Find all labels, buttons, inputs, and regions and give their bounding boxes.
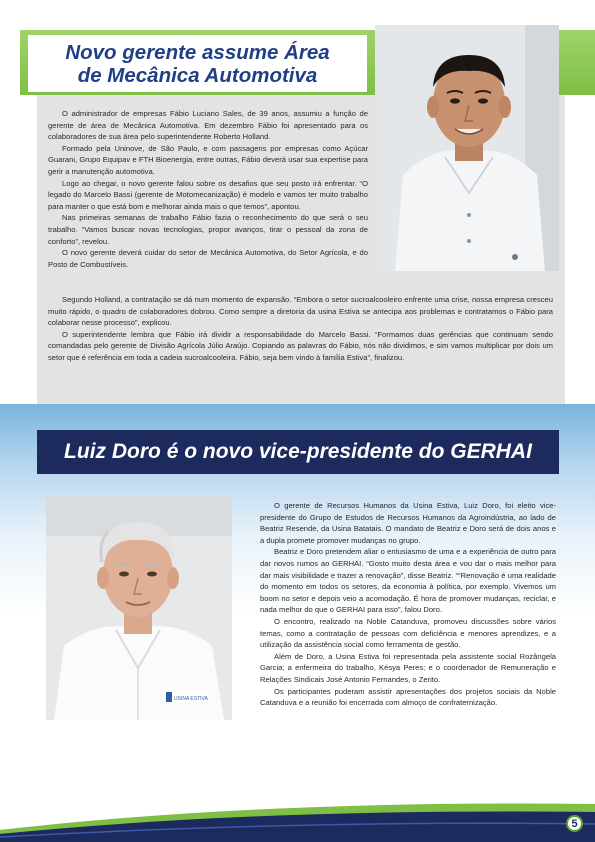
article1-body-narrow — [48, 108, 368, 270]
article2-paragraph: Os participantes puderam assistir apresentações dos projetos sociais da Noble Catanduva e a reunião foi encerrada com almoço de confraternização. — [260, 686, 556, 708]
portrait-doro-illustration — [46, 496, 232, 720]
portrait-photo-luiz-doro — [46, 496, 232, 720]
article1-paragraph: Logo ao chegar, o novo gerente falou sobre os desafios que seu posto irá enfrentar. “O legado do Marcelo Bassi (gerente de Motomecanização) é modelo e vamos ter muito trabalho para manter o que está bom e melhorar ainda mais o que temos”, apontou. — [48, 178, 368, 211]
shirt-logo-text: USINA ESTIVA — [174, 696, 208, 702]
page-number: 5 — [566, 815, 583, 832]
article2-paragraph: Além de Doro, a Usina Estiva foi representada pela assistente social Rozângela Garcia; a enfermeira do trabalho, Késya Peres; e o coordenador de Remuneração e Relações Sindicais José Antonio Fernandes, o Zerito. — [260, 651, 556, 684]
article2-paragraph: Beatriz e Doro pretendem aliar o entusiasmo de uma e a experiência de outro para dar novos rumos ao GERHAI. “Gosto muito desta área e vou dar o mais melhor para dar mais visibilidade e trazer a renovação”, disse Beatriz. ““Renovação é uma realidade do momento em todos os setores, da economia à política, por exemplo. Vivemos um boom no setor e depois veio a acomodação. É hora de promover mudanças, reciclar, e nada melhor do que o GERHAI para isso”, falou Doro. — [260, 547, 556, 615]
article1-title — [28, 35, 367, 92]
article2-paragraph: O encontro, realizado na Noble Catanduva, promoveu discussões sobre vários temas, como a contratação de pessoas com deficiência e menores aprendizes, e a utilização da assistência social como ferramenta de gestão. — [260, 616, 556, 650]
portrait-fabio-illustration — [375, 25, 559, 271]
article2-body — [260, 500, 556, 709]
article2-title: Luiz Doro é o novo vice-presidente do GERHAI — [37, 430, 559, 474]
article1-paragraph: Nas primeiras semanas de trabalho Fábio fazia o reconhecimento do que será o seu trabalho. “Vamos buscar novas tecnologias, propor avanços, tirar o pessoal da zona de conforto”, revelou. — [48, 213, 368, 246]
article1-paragraph: O novo gerente deverá cuidar do setor de Mecânica Automotiva, do Setor Agrícola, e do Posto de Combustíveis. — [48, 248, 368, 269]
article1-paragraph: O administrador de empresas Fábio Luciano Sales, de 39 anos, assumiu a função de gerente de área de Mecânica Automotiva. Em dezembro Fábio foi apresentado para os colaboradores de sua área pelo superintendente Roberto Holland. — [48, 109, 368, 142]
article1-body-full — [48, 294, 553, 364]
article1-title-line1: Novo gerente assume Área — [65, 40, 330, 64]
article1-paragraph: Formado pela Uninove, de São Paulo, e com passagens por empresas como Açúcar Guarani, Grupo Equipav e FTH Bioenergia, entre outras, Fábio deverá usar sua expertise para gerir a manutenção automotiva. — [48, 143, 368, 176]
article1-title-line2: de Mecânica Automotiva — [77, 63, 318, 87]
article1-paragraph: O superintendente lembra que Fábio irá dividir a responsabilidade do Marcelo Bassi. “Formamos duas gerências que continuam sendo comandadas pelo gerente de Divisão Agrícola Júlio Araújo. Copiando as palavras do Fábio, nós não dividimos, e sim vamos multiplicar por dois um setor que é referência em toda a cadeia sucroalcooleira. Fábio, seja bem vindo à família Estiva”, finalizou. — [48, 329, 553, 362]
footer-swoosh — [0, 790, 595, 842]
portrait-photo-fabio — [375, 25, 559, 271]
article1-paragraph: Segundo Holland, a contratação se dá num momento de expansão. “Embora o setor sucroalcooleiro enfrente uma crise, nossa empresa cresceu muito rápido, o quadro de colaboradores dobrou. Como sempre a diretoria da usina Estiva se antecipa aos problemas e contratamos o Fábio para colaborar nesse processo”, explicou. — [48, 295, 553, 328]
article2-paragraph: O gerente de Recursos Humanos da Usina Estiva, Luiz Doro, foi eleito vice-presidente do Grupo de Estudos de Recursos Humanos da Agroindústria, ao lado de Beatriz Resende, da Usina Batatais. O mandato de Beatriz e Doro será de dois anos e a dupla promete promover mudanças no grupo. — [260, 501, 556, 545]
